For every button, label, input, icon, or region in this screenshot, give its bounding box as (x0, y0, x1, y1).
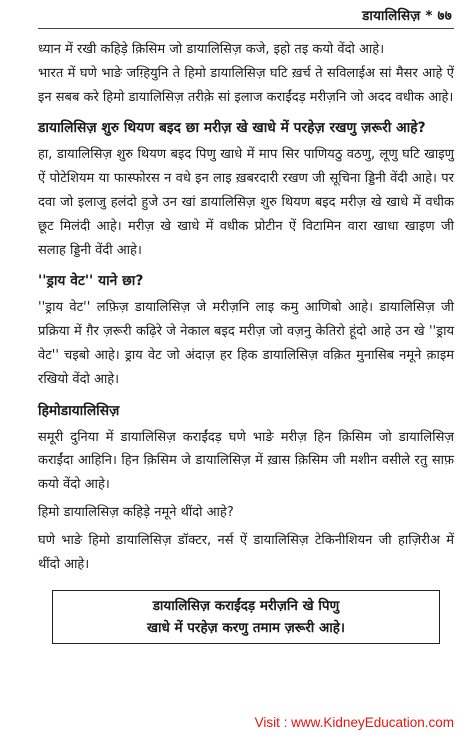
intro-paragraph-2: भारत में घणे भाङे जग़्हियुनि ते हिमो डायालिसिज़ घटि ख़र्च ते सविलाईअ सां मैसर आहे ऐं इन सबब करे हिमो डायालिसिज़ तरीक़े सां इलाज कराईंदड़ मरीज़नि जो अदद वधीक आहे। (38, 65, 454, 105)
header-divider (38, 28, 454, 29)
callout-box (52, 590, 440, 644)
answer-dry-weight-paragraph: ''ड्राय वेट'' लफ़िज़ डायालिसिज़ जे मरीज़नि लाइ कमु आणिबो आहे। डायालिसिज़ जी प्रक्रिया में ग़ैर ज़रूरी कढ़िरे जे नेकाल बइद मरीज़ जो वज़नु केतिरो हूंदो आहे उन खे ''ड्राय वेट'' चइबो आहे। ड्राय वेट जो अंदाज़ हर हिक डायालिसिज़ वक़ित मुनासिब नमूने क़ाइम रखियो वेंदो आहे। (38, 300, 454, 387)
answer-diet-paragraph: हा, डायालिसिज़ शुरु थियण बइद पिणु खाधे में माप सिर पाणियठु वठणु, लूणु घटि खाइणु ऐं पोटेशियम या फास्फोरस न वधे इन लाइ ख़बरदारी रखण जी सूचिना ड्डिनी वेंदी आहे। पर दवा जो इलाजु हलंदो हुजे उन खां डायालिसिज़ शुरु थियण बइद मरीज़ खे खाधे में वधीक छूट मिलंदी आहे। मरीज़ खे खाधे में वधीक प्रोटीन ऐं विटामिन वारा खाधा खाइण जी सलाह ड्डिनी वेंदी आहे। (38, 147, 454, 258)
chapter-header: डायालिसिज़ * ७७ (362, 8, 452, 24)
hemodialysis-paragraph-2: घणे भाङे हिमो डायालिसिज़ डॉक्टर, नर्स ऐं डायालिसिज़ टेकिनीशियन जी हाज़िरीअ में थींदो आहे। (38, 532, 454, 572)
hemodialysis-paragraph-1: समूरी दुनिया में डायालिसिज़ कराईंदड़ घणे भाङे मरीज़ हिन क़िसिम जो डायालिसिज़ कराईंदा आहिनि। हिन क़िसिम जे डायालिसिज़ में ख़ास क़िसिम जी मशीन वसीले रतु साफ़ कयो वेंदो आहे। (38, 429, 454, 493)
callout-line-1: डायालिसिज़ कराईंदड़ मरीज़नि खे पिणु (152, 598, 340, 615)
footer-website-link[interactable]: Visit : www.KidneyEducation.com (254, 715, 454, 730)
question-diet-heading: डायालिसिज़ शुरु थियण बइद छा मरीज़ खे खाधे में परहेज़ रखणु ज़रूरी आहे? (38, 120, 426, 137)
intro-paragraph-1: ध्यान में रखी कहिड़े क़िसिम जो डायालिसिज़ कजे, इहो तइ कयो वेंदो आहे। (38, 42, 385, 57)
hemodialysis-question: हिमो डायालिसिज़ कहिड़े नमूने थींदो आहे? (38, 504, 234, 520)
hemodialysis-section-heading: हिमोडायालिसिज़ (38, 402, 120, 419)
page-content (38, 38, 454, 644)
callout-line-2: खाधे में परहेज़ करणु तमाम ज़रूरी आहे। (146, 620, 346, 637)
question-dry-weight-heading: ''ड्राय वेट'' याने छा? (38, 273, 144, 290)
